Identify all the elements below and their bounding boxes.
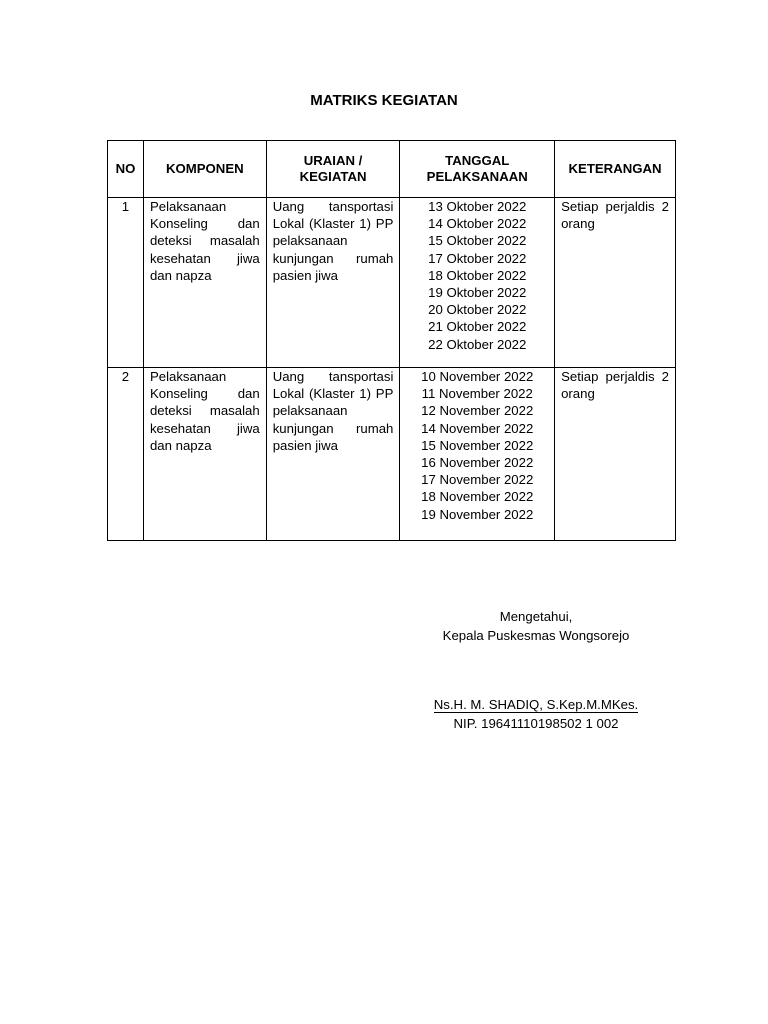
- date-item: 17 Oktober 2022: [428, 250, 527, 266]
- row-keterangan: Setiap perjaldis 2 orang: [555, 198, 676, 368]
- table-row: [108, 368, 676, 541]
- row-dates: [400, 198, 555, 368]
- date-item: 12 November 2022: [421, 403, 534, 419]
- signature-name: Ns.H. M. SHADIQ, S.Kep.M.MKes.: [433, 697, 639, 712]
- row-uraian: Uang tansportasi Lokal (Klaster 1) PP pelaksanaan kunjungan rumah pasien jiwa: [266, 198, 400, 368]
- date-item: 14 November 2022: [421, 420, 534, 436]
- date-item: 20 Oktober 2022: [428, 302, 527, 318]
- row-dates: [400, 368, 555, 541]
- header-keterangan: KETERANGAN: [555, 141, 676, 198]
- document-title: MATRIKS KEGIATAN: [310, 92, 458, 109]
- row-komponen: Pelaksanaan Konseling dan deteksi masalah kesehatan jiwa dan napza: [143, 198, 266, 368]
- row-komponen: Pelaksanaan Konseling dan deteksi masalah kesehatan jiwa dan napza: [143, 368, 266, 541]
- header-uraian: [266, 141, 400, 198]
- header-tanggal-line1: TANGGAL: [445, 153, 510, 168]
- row-no: 2: [108, 368, 144, 541]
- date-item: 19 November 2022: [421, 506, 534, 522]
- date-item: 10 November 2022: [421, 369, 534, 384]
- header-tanggal-line2: PELAKSANAAN: [426, 169, 528, 184]
- row-keterangan: Setiap perjaldis 2 orang: [555, 368, 676, 541]
- table-row: [108, 198, 676, 368]
- activity-matrix-table: [107, 140, 676, 541]
- signature-position: Kepala Puskesmas Wongsorejo: [442, 628, 630, 643]
- header-no: NO: [108, 141, 144, 198]
- date-item: 13 Oktober 2022: [428, 199, 527, 214]
- date-item: 15 November 2022: [421, 437, 534, 453]
- date-item: 21 Oktober 2022: [428, 319, 527, 335]
- header-komponen: KOMPONEN: [143, 141, 266, 198]
- date-item: 14 Oktober 2022: [428, 216, 527, 232]
- date-item: 11 November 2022: [421, 386, 533, 402]
- header-uraian-line2: KEGIATAN: [299, 169, 367, 184]
- table-header-row: [108, 141, 676, 198]
- row-no: 1: [108, 198, 144, 368]
- signature-mengetahui: Mengetahui,: [499, 609, 573, 624]
- date-item: 19 Oktober 2022: [428, 285, 527, 301]
- date-item: 16 November 2022: [421, 455, 534, 471]
- date-item: 17 November 2022: [421, 472, 534, 488]
- signature-name-wrap: [400, 697, 672, 712]
- date-item: 15 Oktober 2022: [428, 233, 527, 249]
- header-uraian-line1: URAIAN /: [303, 153, 363, 168]
- row-uraian: Uang tansportasi Lokal (Klaster 1) PP pelaksanaan kunjungan rumah pasien jiwa: [266, 368, 400, 541]
- date-item: 18 Oktober 2022: [428, 267, 527, 283]
- header-tanggal: [400, 141, 555, 198]
- signature-nip: NIP. 19641110198502 1 002: [453, 716, 619, 731]
- date-item: 18 November 2022: [421, 489, 534, 505]
- date-item: 22 Oktober 2022: [428, 336, 527, 352]
